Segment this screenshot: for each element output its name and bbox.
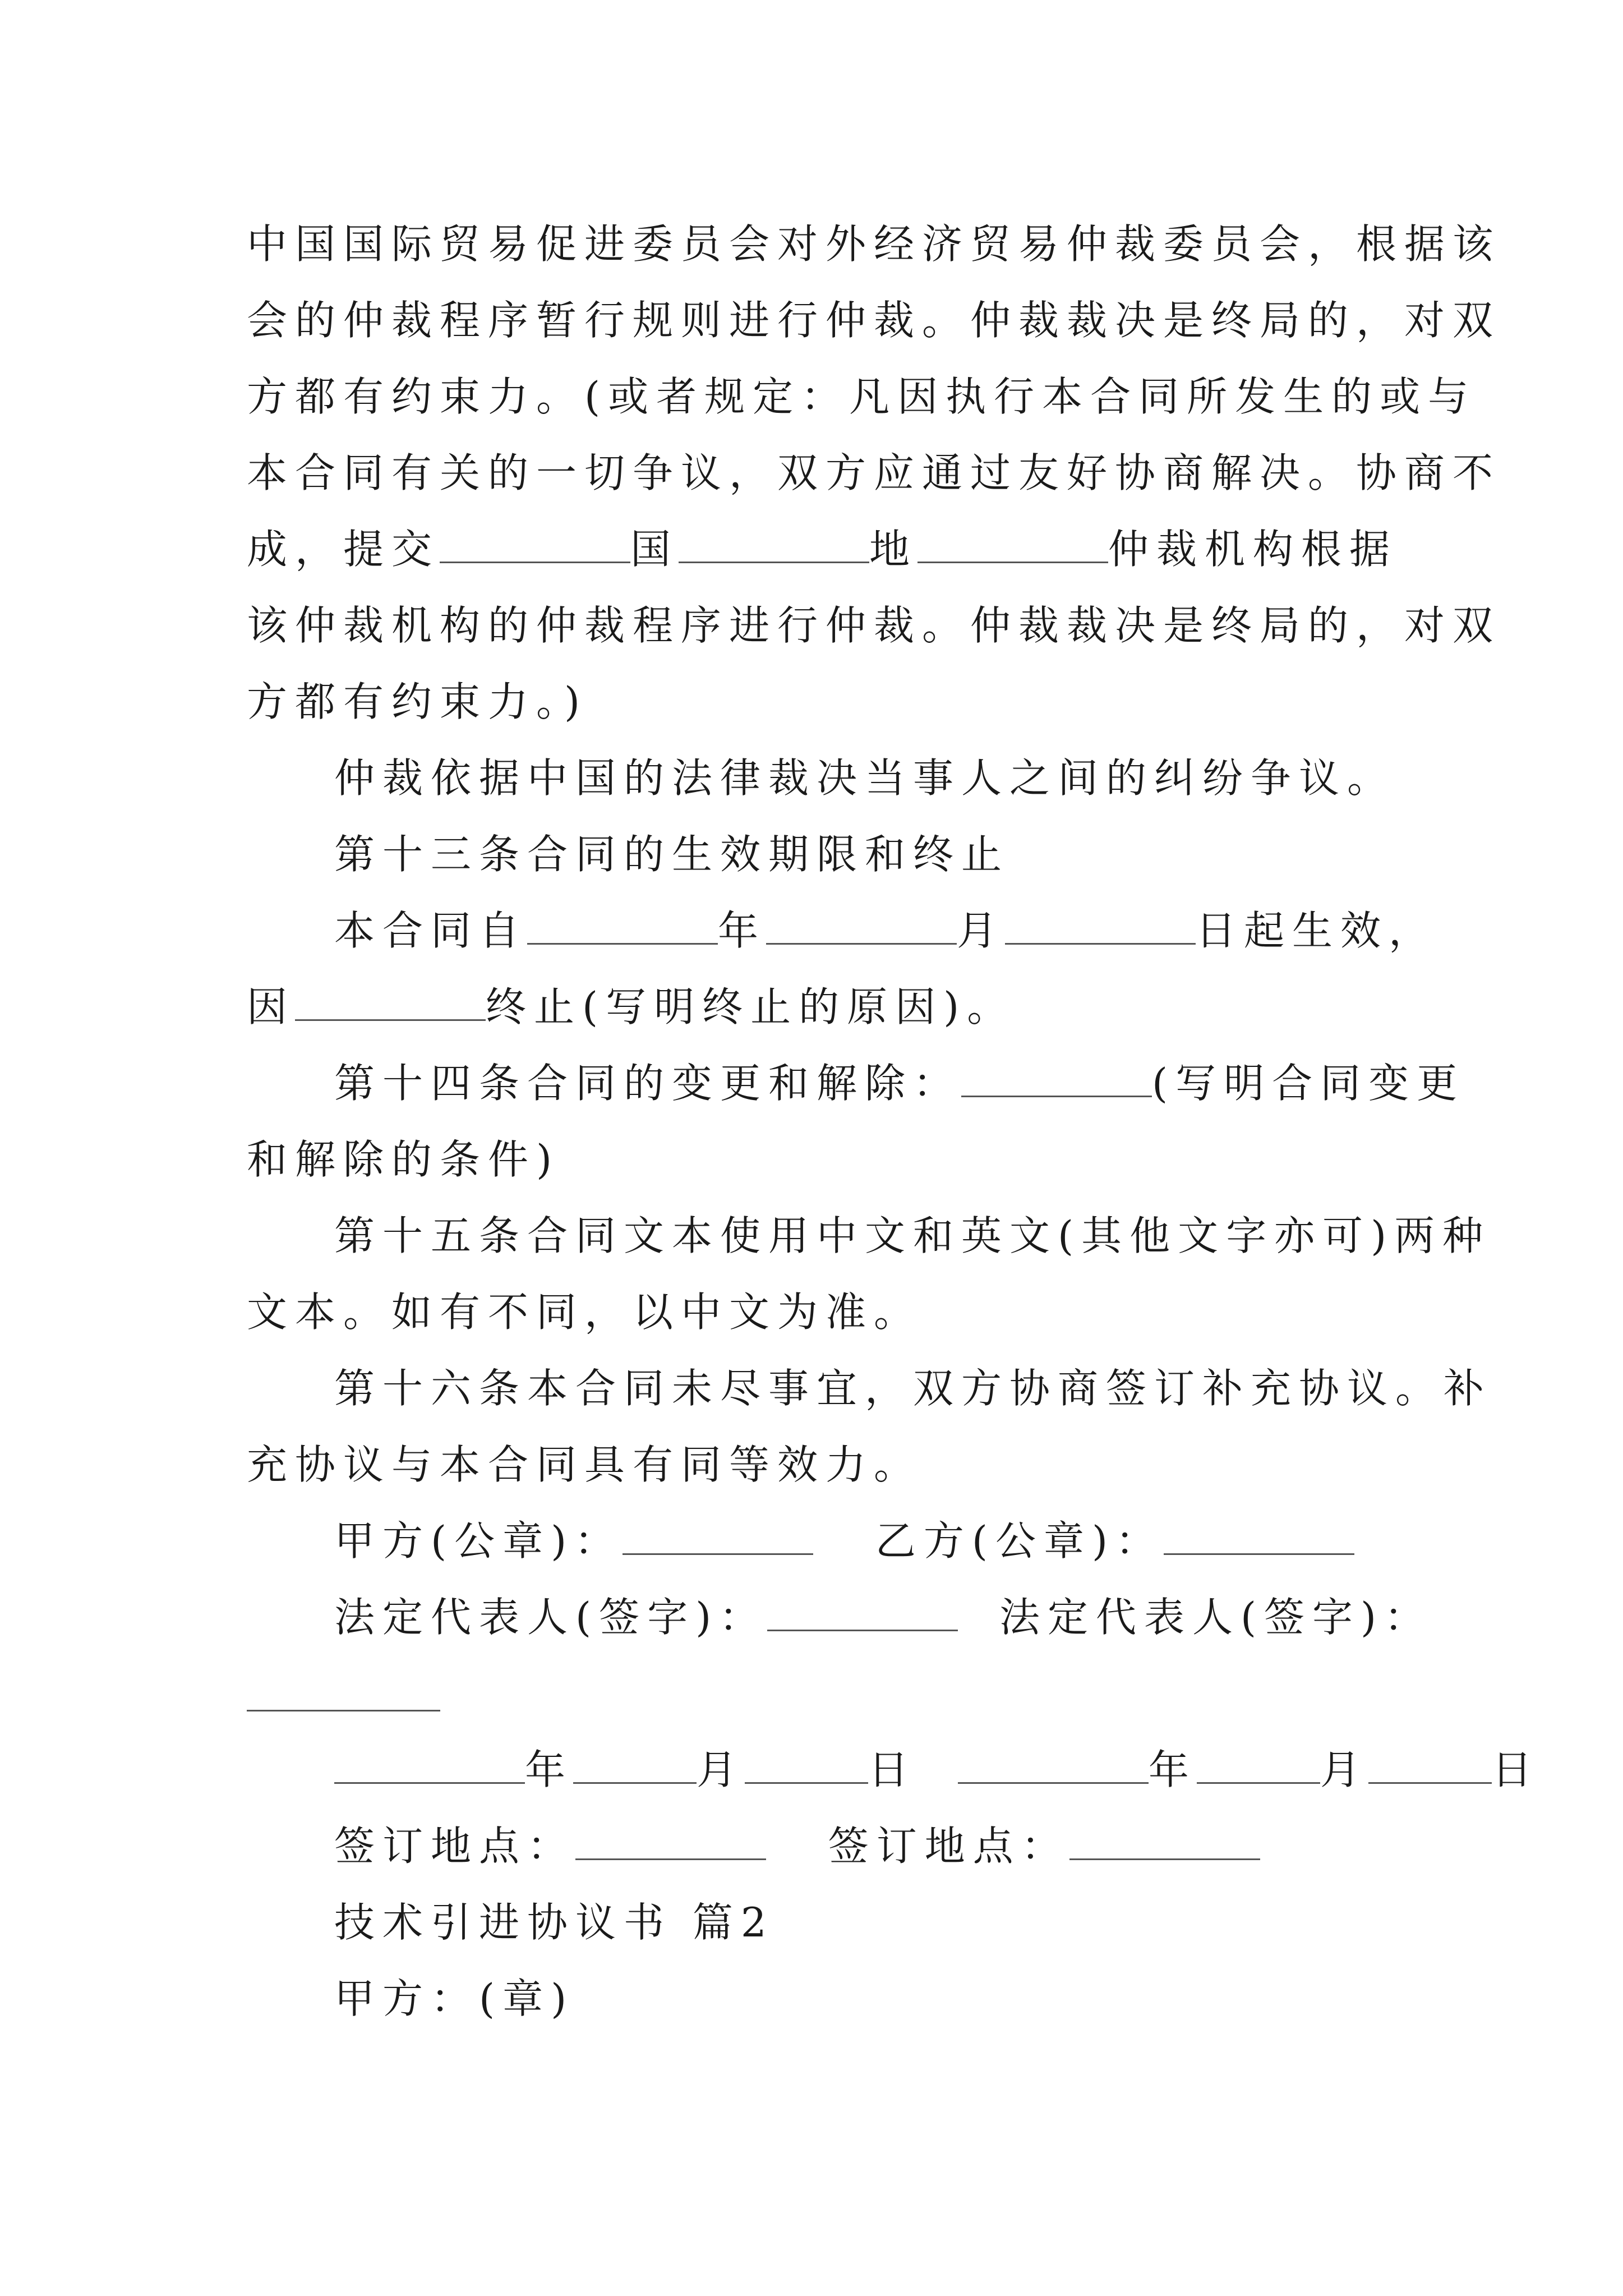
fill-blank — [679, 521, 869, 563]
text-fragment: 日起生效， — [1196, 907, 1437, 954]
text-fragment: 仲裁机构根据 — [1108, 526, 1398, 573]
text-line: 文本。如有不同，以中文为准。 — [247, 1289, 923, 1336]
fill-blank — [334, 1742, 525, 1784]
day-label: 日 — [868, 1746, 917, 1793]
arbitration-line — [247, 521, 1398, 577]
fill-blank — [247, 1710, 440, 1711]
text-line: 方都有约束力。) — [247, 678, 588, 725]
fill-blank — [1197, 1742, 1320, 1784]
text-fragment: 因 — [247, 983, 296, 1030]
text-fragment: 月 — [957, 907, 1006, 954]
text-fragment: 地 — [869, 526, 918, 573]
text-line: 第十五条合同文本使用中文和英文(其他文字亦可)两种 — [334, 1212, 1491, 1259]
fill-blank — [766, 903, 957, 945]
fill-blank — [958, 1742, 1149, 1784]
fill-blank — [745, 1742, 868, 1784]
day-label: 日 — [1491, 1746, 1540, 1793]
section-title: 技术引进协议书 篇2 — [334, 1899, 774, 1946]
date-line — [334, 1742, 1540, 1798]
fill-blank — [573, 1742, 697, 1784]
text-fragment: 本合同自 — [334, 907, 528, 954]
text-fragment: (写明合同变更 — [1152, 1060, 1465, 1107]
text-fragment: 成，提交 — [247, 526, 440, 573]
fill-blank — [440, 521, 630, 563]
text-fragment: 年 — [718, 907, 767, 954]
fill-blank — [961, 1055, 1152, 1097]
signing-place-label: 签订地点： — [828, 1823, 1069, 1870]
party-b-seal-label: 乙方(公章)： — [875, 1517, 1164, 1565]
text-line: 和解除的条件) — [247, 1136, 560, 1183]
month-label: 月 — [697, 1746, 745, 1793]
fill-blank — [623, 1513, 813, 1555]
fill-blank — [917, 521, 1108, 563]
text-line: 第十六条本合同未尽事宜，双方协商签订补充协议。补 — [334, 1365, 1492, 1412]
text-line: 充协议与本合同具有同等效力。 — [247, 1441, 923, 1488]
article-heading: 第十三条合同的生效期限和终止 — [334, 831, 1010, 878]
text-line: 甲方：(章) — [334, 1975, 575, 2022]
fill-blank — [1005, 903, 1196, 945]
text-line: 该仲裁机构的仲裁程序进行仲裁。仲裁裁决是终局的，对双 — [247, 602, 1501, 649]
party-a-rep-label: 法定代表人(签字)： — [334, 1594, 768, 1641]
text-fragment: 国 — [630, 526, 679, 573]
fill-blank — [1069, 1818, 1260, 1860]
text-line: 本合同有关的一切争议，双方应通过友好协商解决。协商不 — [247, 449, 1501, 496]
party-b-rep-label: 法定代表人(签字)： — [999, 1594, 1433, 1641]
signing-place-line — [334, 1818, 1467, 1874]
fill-blank — [1368, 1742, 1492, 1784]
seal-line — [334, 1513, 1467, 1569]
fill-blank — [1164, 1513, 1354, 1555]
effective-period-line — [334, 903, 1467, 959]
text-line: 仲裁依据中国的法律裁决当事人之间的纠纷争议。 — [334, 754, 1396, 802]
text-line: 会的仲裁程序暂行规则进行仲裁。仲裁裁决是终局的，对双 — [247, 297, 1501, 344]
text-line: 中国国际贸易促进委员会对外经济贸易仲裁委员会，根据该 — [247, 220, 1501, 268]
month-label: 月 — [1320, 1746, 1368, 1793]
year-label: 年 — [1148, 1746, 1197, 1793]
year-label: 年 — [525, 1746, 574, 1793]
text-fragment: 第十四条合同的变更和解除： — [334, 1060, 962, 1107]
fill-blank — [767, 1589, 958, 1631]
fill-blank — [527, 903, 718, 945]
representative-line — [334, 1589, 1467, 1645]
text-fragment: 终止(写明终止的原因)。 — [486, 983, 1016, 1030]
text-line: 方都有约束力。(或者规定：凡因执行本合同所发生的或与 — [247, 373, 1477, 420]
fill-blank — [295, 979, 486, 1021]
termination-line — [247, 979, 1380, 1035]
party-a-seal-label: 甲方(公章)： — [334, 1517, 623, 1565]
fill-blank — [575, 1818, 766, 1860]
modification-line — [334, 1055, 1467, 1111]
signing-place-label: 签订地点： — [334, 1823, 576, 1870]
